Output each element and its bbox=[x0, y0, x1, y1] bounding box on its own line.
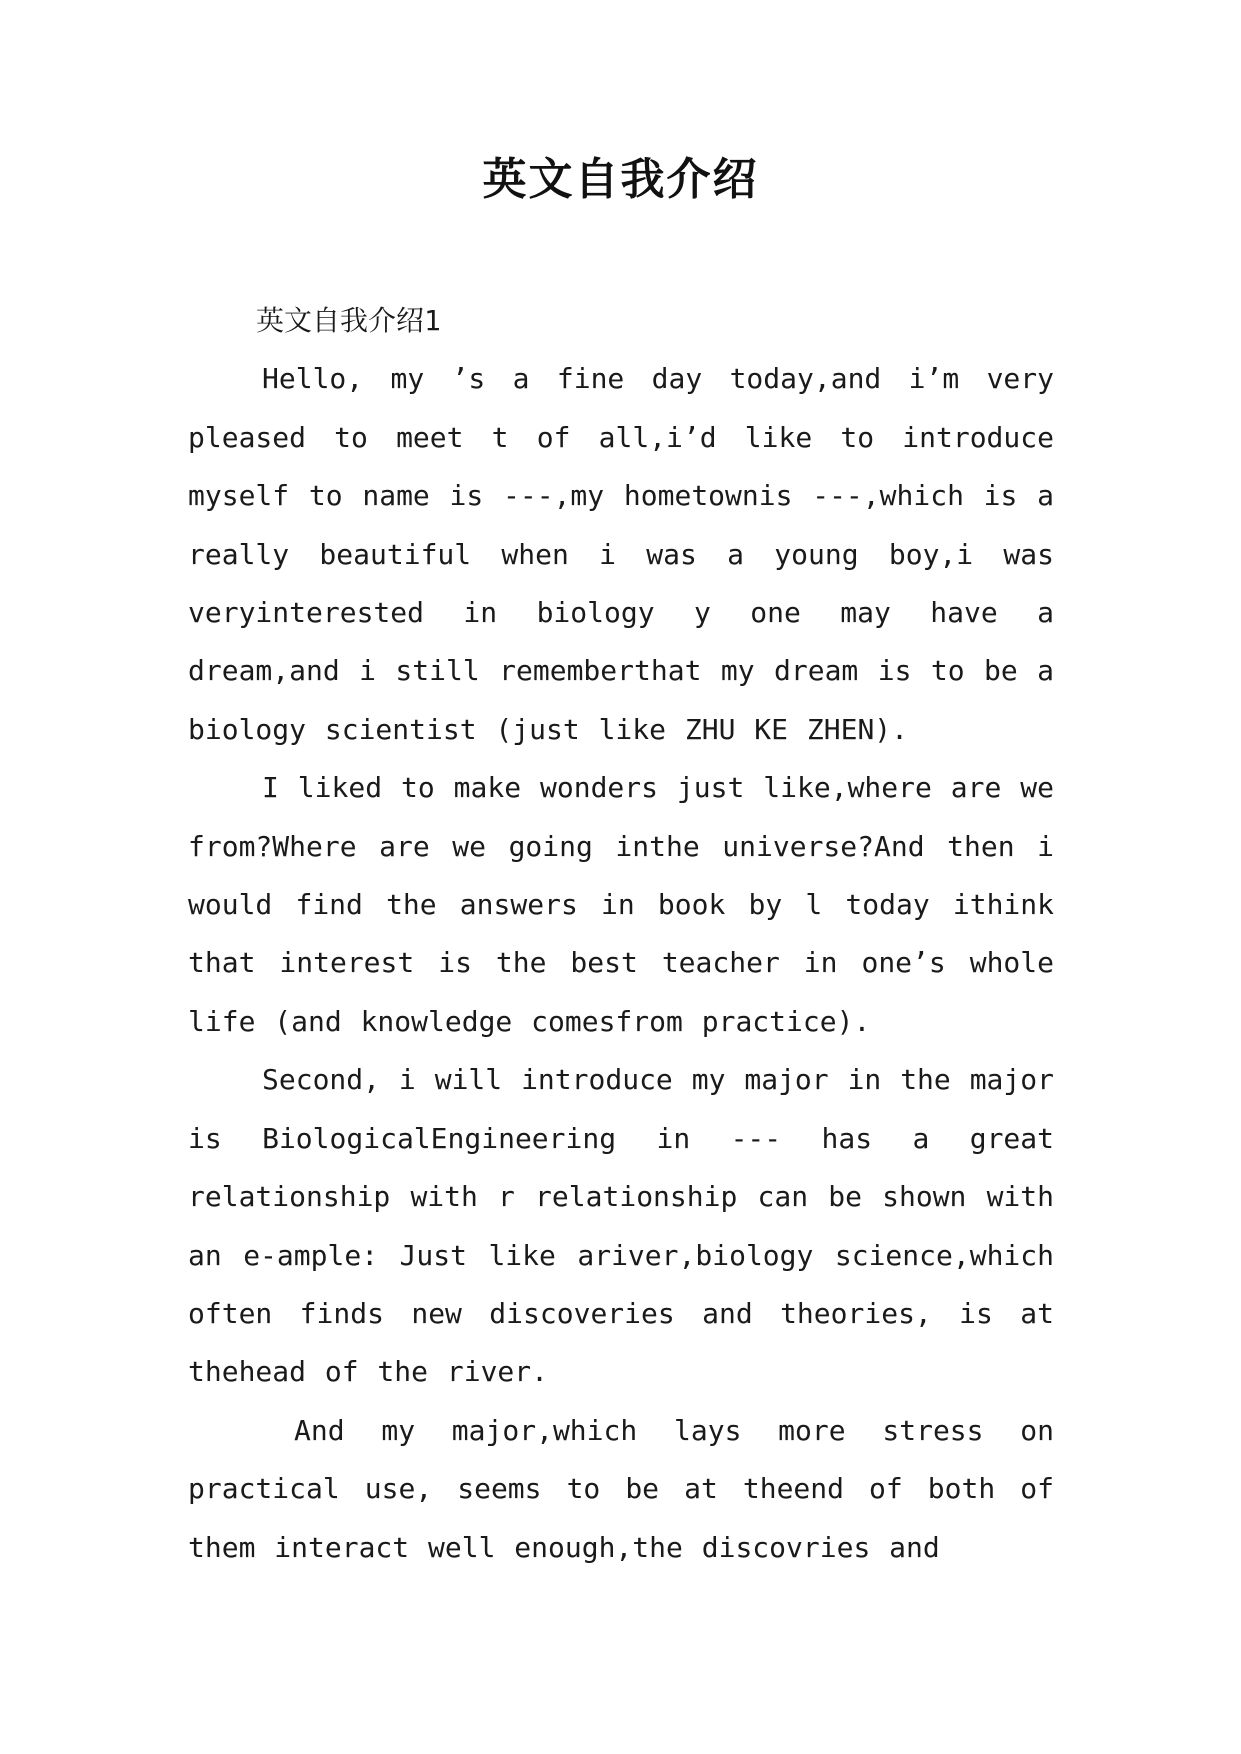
section-heading: 英文自我介绍1 bbox=[256, 304, 441, 337]
document-title: 英文自我介绍 bbox=[482, 154, 759, 205]
paragraph-2: I liked to make wonders just like,where are we from?Where are we going inthe universe?And then i would find the answers in book by l today ithink that interest is the best teacher in one’s whole life (and knowledge comesfrom practice). bbox=[188, 771, 1054, 1038]
paragraph-1: Hello, my ’s a fine day today,and i’m very pleased to meet t of all,i’d like to introduce myself to name is ---,my hometownis ---,which is a really beautiful when i was a young boy,i was veryinterested in biology y one may have a dream,and i still rememberthat my dream is to be a biology scientist (just like ZHU KE ZHEN). bbox=[188, 362, 1054, 746]
document-body bbox=[188, 292, 1054, 1577]
paragraph-3: Second, i will introduce my major in the major is BiologicalEngineering in --- has a great relationship with r relationship can be shown with an e-ample: Just like ariver,biology science,which often finds new discoveries and theories, is at thehead of the river. bbox=[188, 1063, 1054, 1389]
paragraph-4: And my major,which lays more stress on practical use, seems to be at theend of both of them interact well enough,the discovries and bbox=[188, 1413, 1054, 1564]
